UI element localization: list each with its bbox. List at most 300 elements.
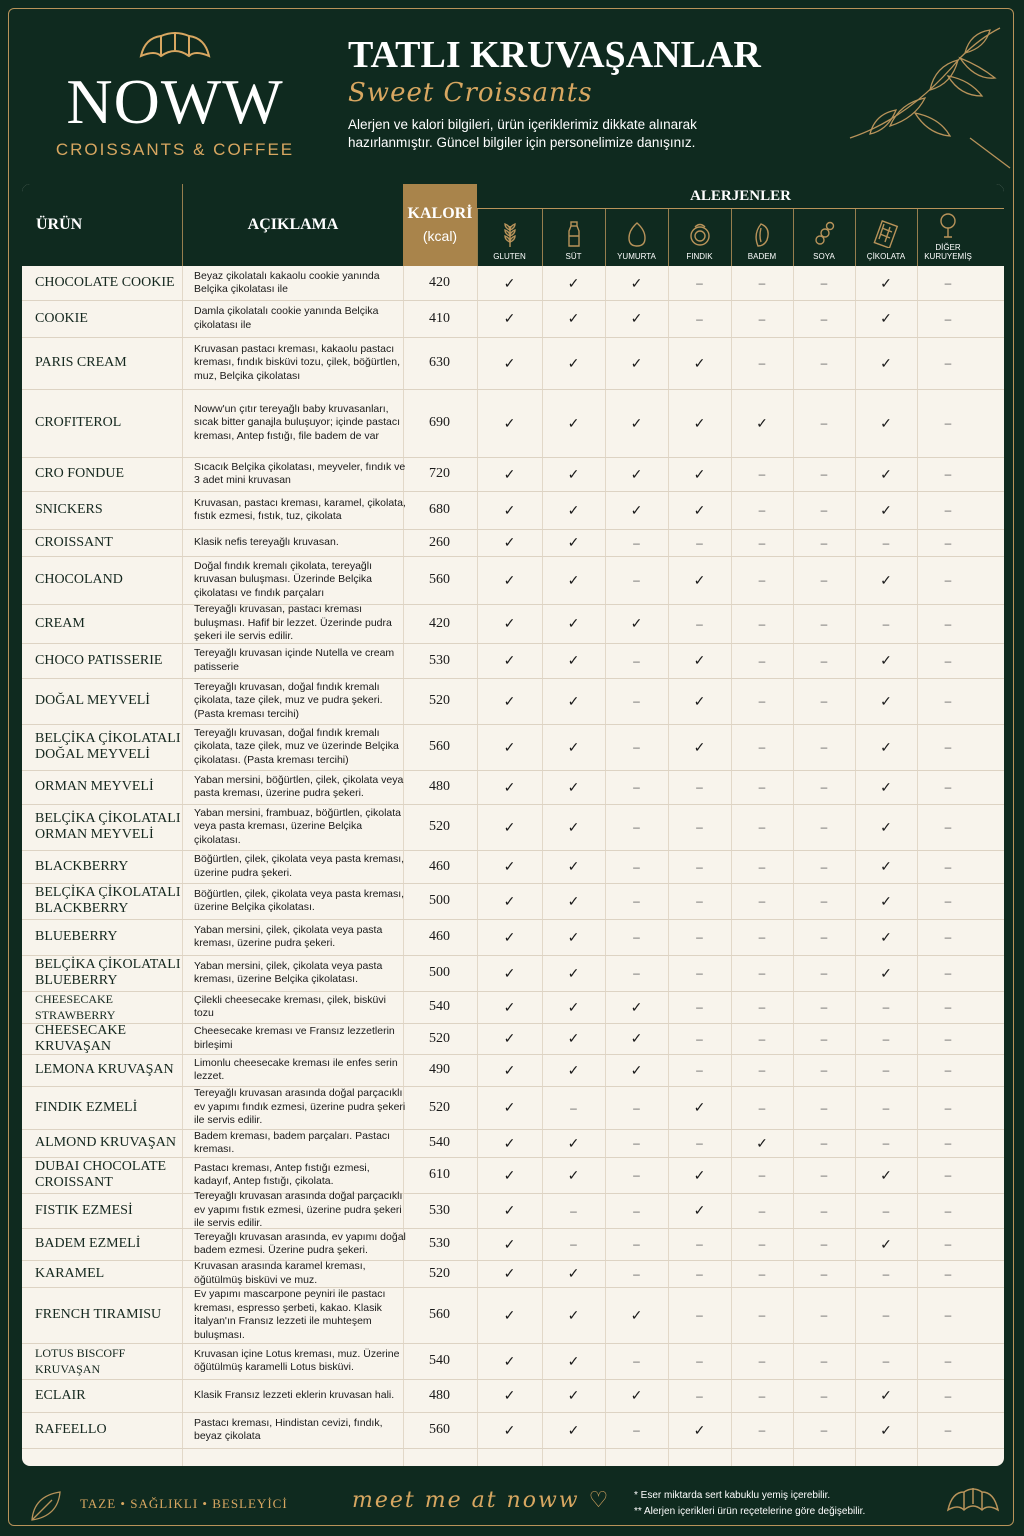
table-row <box>22 1023 1004 1055</box>
allergen-check-icon: ✓ <box>693 414 706 431</box>
table-row <box>22 556 1004 605</box>
allergen-none: – <box>633 894 640 908</box>
allergen-check-icon: ✓ <box>567 534 580 550</box>
allergen-none: – <box>820 694 828 708</box>
allergen-none: – <box>944 1423 952 1437</box>
allergen-none: – <box>633 966 640 980</box>
allergen-check-icon: ✓ <box>567 1265 580 1281</box>
allergen-none: – <box>758 276 766 290</box>
allergen-check-icon: ✓ <box>567 414 580 431</box>
product-kcal: 410 <box>429 310 450 326</box>
allergen-check-icon: ✓ <box>880 501 892 518</box>
table-row <box>22 1190 1004 1230</box>
allergen-check-icon: ✓ <box>567 1306 580 1323</box>
allergen-none: – <box>820 535 828 550</box>
allergen-check-icon: ✓ <box>567 571 580 588</box>
product-kcal: 490 <box>429 1062 450 1077</box>
product-kcal: 720 <box>429 466 450 481</box>
allergen-none: – <box>758 467 766 481</box>
allergen-check-icon: ✓ <box>693 1099 706 1115</box>
allergen-none: – <box>882 1308 890 1322</box>
allergen-none: – <box>944 1063 952 1077</box>
allergen-check-icon: ✓ <box>630 1030 643 1046</box>
allergen-none: – <box>633 1423 640 1437</box>
allergen-check-icon: ✓ <box>503 1265 516 1281</box>
allergen-none: – <box>944 1354 952 1368</box>
product-kcal: 530 <box>429 1202 450 1218</box>
allergen-none: – <box>696 616 703 631</box>
product-name: BELÇİKA ÇİKOLATALI ORMAN MEYVELİ <box>35 811 181 842</box>
product-kcal: 690 <box>429 415 450 430</box>
allergen-none: – <box>758 859 766 874</box>
allergen-none: – <box>944 1168 952 1182</box>
product-description: Kruvasan arasında karamel kreması, öğütülmüş bisküvi ve muz. <box>194 1260 366 1286</box>
allergen-none: – <box>820 1000 828 1014</box>
table-row <box>22 770 1004 805</box>
kalori-unit: (kcal) <box>422 228 458 244</box>
allergen-none: – <box>570 1203 577 1218</box>
allergen-check-icon: ✓ <box>880 465 892 482</box>
allergen-none: – <box>633 820 640 834</box>
allergen-check-icon: ✓ <box>880 1387 892 1403</box>
allergen-check-icon: ✓ <box>693 571 706 588</box>
allergen-none: – <box>944 467 952 481</box>
allergen-none: – <box>820 311 828 326</box>
allergen-none: – <box>696 820 703 834</box>
allergen-none: – <box>882 1354 890 1368</box>
allergen-check-icon: ✓ <box>567 858 580 874</box>
product-description: Böğürtlen, çilek, çikolata veya pasta kreması, üzerine Belçika çikolatası. <box>194 887 405 913</box>
footer <box>0 1468 1024 1536</box>
allergen-none: – <box>820 1168 828 1182</box>
allergen-none: – <box>696 780 703 794</box>
table-row <box>22 678 1004 725</box>
allergen-none: – <box>758 1100 766 1115</box>
product-name: COOKIE <box>35 310 88 326</box>
allergen-check-icon: ✓ <box>567 928 580 945</box>
allergen-check-icon: ✓ <box>567 1030 580 1046</box>
chocolate-bar-icon <box>873 220 899 248</box>
product-description: Kruvasan pastacı kreması, kakaolu pastacı kreması, fındık bisküvi tozu, çilek, böğürtlen, muz, Belçika çikolatası <box>194 342 401 382</box>
allergen-none: – <box>820 616 828 631</box>
allergen-check-icon: ✓ <box>503 818 516 835</box>
allergen-check-icon: ✓ <box>630 274 643 291</box>
product-description: Badem kreması, badem parçaları. Pastacı kreması. <box>194 1129 391 1155</box>
allergen-none: – <box>633 1136 640 1150</box>
allergen-check-icon: ✓ <box>693 1421 706 1438</box>
allergen-check-icon: ✓ <box>567 692 580 709</box>
product-kcal: 540 <box>429 1135 450 1150</box>
allergen-none: – <box>944 930 952 944</box>
allergen-none: – <box>758 1000 766 1014</box>
allergen-none: – <box>944 356 952 370</box>
allergen-check-icon: ✓ <box>693 738 706 755</box>
allergen-check-icon: ✓ <box>630 414 643 431</box>
allergen-none: – <box>758 1203 766 1218</box>
product-name: BELÇİKA ÇİKOLATALI BLACKBERRY <box>35 885 181 916</box>
table-row <box>22 955 1004 992</box>
allergen-none: – <box>758 653 766 668</box>
product-description: Kruvasan içine Lotus kreması, muz. Üzerine öğütülmüş karamelli Lotus bisküvi. <box>194 1347 400 1373</box>
product-description: Beyaz çikolatalı kakaolu cookie yanında Belçika çikolatası ile <box>194 269 380 295</box>
allergen-none: – <box>633 1266 640 1281</box>
product-name: CRO FONDUE <box>35 466 125 481</box>
allergen-check-icon: ✓ <box>503 1352 516 1369</box>
allergen-none: – <box>633 930 640 944</box>
allergen-check-icon: ✓ <box>503 964 516 981</box>
allergen-check-icon: ✓ <box>880 414 892 431</box>
allergen-none: – <box>696 276 703 290</box>
product-description: Tereyağlı kruvasan arasında, ev yapımı doğal badem ezmesi. Üzerine pudra şekeri. <box>194 1230 406 1256</box>
allergen-check-icon: ✓ <box>503 1306 516 1323</box>
product-description: Limonlu cheesecake kreması ile enfes serin lezzet. <box>194 1056 398 1082</box>
allergen-none: – <box>696 311 703 326</box>
soy-icon <box>811 220 837 248</box>
allergen-check-icon: ✓ <box>880 1235 892 1252</box>
allergen-check-icon: ✓ <box>503 1202 516 1218</box>
product-name: CHEESECAKE KRUVAŞAN <box>35 1022 126 1054</box>
footer-tagline: meet me at noww ♡ <box>352 1488 611 1513</box>
product-kcal: 520 <box>429 819 450 834</box>
allergen-none: – <box>944 1100 952 1115</box>
product-kcal: 560 <box>429 572 450 587</box>
product-name: FRENCH TIRAMISU <box>35 1307 162 1322</box>
allergen-check-icon: ✓ <box>503 465 516 482</box>
menu-table <box>22 184 1004 1466</box>
allergen-none: – <box>758 694 766 708</box>
allergen-none: – <box>882 1266 890 1281</box>
product-description: Ev yapımı mascarpone peyniri ile pastacı kreması, espresso şerbeti, kakao. Klasik İtalyan'ın Fransız lezzeti ile muhteşem buluşması. <box>194 1288 386 1341</box>
product-description: Tereyağlı kruvasan içinde Nutella ve cream patisserie <box>194 647 395 673</box>
product-kcal: 520 <box>429 1265 450 1281</box>
allergen-label: DİĞER KURUYEMİŞ <box>924 243 972 261</box>
allergen-none: – <box>944 1266 952 1281</box>
allergen-none: – <box>696 1031 703 1046</box>
allergen-none: – <box>696 930 703 944</box>
allergen-check-icon: ✓ <box>630 310 643 326</box>
allergen-check-icon: ✓ <box>630 1387 643 1403</box>
allergen-check-icon: ✓ <box>880 964 892 981</box>
product-kcal: 460 <box>429 858 450 874</box>
allergen-none: – <box>820 416 828 430</box>
allergen-none: – <box>882 1063 890 1077</box>
table-row <box>22 1086 1004 1130</box>
allergen-check-icon: ✓ <box>567 652 580 668</box>
allergen-col-8 <box>917 208 979 266</box>
product-description: Tereyağlı kruvasan, doğal fındık kremalı çikolata, taze çilek, muz ve pudra şekeri. (Pasta kreması tercihi) <box>194 680 383 720</box>
allergen-none: – <box>820 740 828 754</box>
product-kcal: 680 <box>429 502 450 517</box>
allergen-none: – <box>820 1136 828 1150</box>
product-kcal: 560 <box>429 1307 450 1322</box>
table-row <box>22 1379 1004 1413</box>
allergen-check-icon: ✓ <box>503 571 516 588</box>
allergen-check-icon: ✓ <box>880 652 892 668</box>
allergen-check-icon: ✓ <box>567 998 580 1015</box>
product-kcal: 520 <box>429 693 450 708</box>
table-row <box>22 1343 1004 1380</box>
allergen-none: – <box>882 1136 890 1150</box>
croissant-icon <box>944 1480 1002 1520</box>
allergen-col-4 <box>668 208 731 266</box>
product-kcal: 560 <box>429 1422 450 1437</box>
product-kcal: 420 <box>429 275 450 290</box>
allergen-label: GLUTEN <box>493 252 526 261</box>
product-description: Noww'un çıtır tereyağlı baby kruvasanları, sıcak bitter ganajla buluşuyor; içinde pastacı kreması, Antep fıstığı, file badem de var <box>194 402 401 442</box>
allergen-none: – <box>944 276 952 290</box>
allergen-check-icon: ✓ <box>693 465 706 482</box>
product-description: Pastacı kreması, Hindistan cevizi, fındık, beyaz çikolata <box>194 1416 383 1442</box>
allergen-check-icon: ✓ <box>630 465 643 482</box>
croissant-icon <box>135 26 215 68</box>
product-description: Yaban mersini, böğürtlen, çilek, çikolata veya pasta kreması, üzerine pudra şekeri. <box>194 773 404 799</box>
allergen-none: – <box>696 1063 703 1077</box>
allergen-check-icon: ✓ <box>503 274 516 291</box>
allergen-none: – <box>633 780 640 794</box>
allergen-none: – <box>944 694 952 708</box>
allergen-none: – <box>758 1168 766 1182</box>
table-row <box>22 724 1004 771</box>
allergen-check-icon: ✓ <box>503 1166 516 1183</box>
allergen-check-icon: ✓ <box>630 501 643 518</box>
allergen-none: – <box>758 616 766 631</box>
product-kcal: 480 <box>429 779 450 794</box>
allergen-check-icon: ✓ <box>503 892 516 909</box>
product-kcal: 480 <box>429 1387 450 1403</box>
product-description: Damla çikolatalı cookie yanında Belçika çikolatası ile <box>194 305 379 331</box>
allergen-check-icon: ✓ <box>503 738 516 755</box>
table-row <box>22 1228 1004 1261</box>
col-header-product: ÜRÜN <box>36 216 83 233</box>
product-kcal: 560 <box>429 739 450 754</box>
product-name: LEMONA KRUVAŞAN <box>35 1062 174 1077</box>
table-row <box>22 604 1004 644</box>
allergen-none: – <box>633 740 640 754</box>
allergen-check-icon: ✓ <box>880 858 892 874</box>
almond-icon <box>749 220 775 248</box>
allergen-check-icon: ✓ <box>503 615 516 631</box>
footer-note-2: ** Alerjen içerikleri ürün reçetelerine göre değişebilir. <box>634 1506 866 1517</box>
allergen-none: – <box>820 1266 828 1281</box>
allergen-col-3 <box>605 208 668 266</box>
allergen-check-icon: ✓ <box>567 1134 580 1151</box>
product-description: Klasik Fransız lezzeti eklerin kruvasan hali. <box>194 1388 395 1401</box>
allergen-none: – <box>944 1000 952 1014</box>
allergen-check-icon: ✓ <box>693 652 706 668</box>
allergen-check-icon: ✓ <box>880 692 892 709</box>
milk-bottle-icon <box>561 220 587 248</box>
allergen-check-icon: ✓ <box>567 310 580 326</box>
allergen-check-icon: ✓ <box>503 1235 516 1252</box>
product-description: Yaban mersini, çilek, çikolata veya pasta kreması, üzerine Belçika çikolatası. <box>194 959 383 985</box>
allergen-none: – <box>820 1100 828 1115</box>
allergen-check-icon: ✓ <box>880 928 892 945</box>
allergen-none: – <box>758 1423 766 1437</box>
table-row <box>22 300 1004 338</box>
allergen-check-icon: ✓ <box>503 1061 516 1078</box>
leaf-branch-icon <box>830 18 1020 178</box>
allergen-none: – <box>944 1237 952 1251</box>
allergen-none: – <box>633 1168 640 1182</box>
footer-slogan: TAZE • SAĞLIKLI • BESLEYİCİ <box>80 1496 288 1511</box>
allergen-check-icon: ✓ <box>503 778 516 795</box>
allergen-col-5 <box>731 208 793 266</box>
product-description: Klasik nefis tereyağlı kruvasan. <box>194 535 339 548</box>
allergen-none: – <box>633 1237 640 1251</box>
product-description: Tereyağlı kruvasan, pastacı kreması buluşması. Hafif bir lezzet. Üzerinde pudra şekeri ile servis edilir. <box>194 603 392 643</box>
allergen-check-icon: ✓ <box>693 1202 706 1218</box>
allergen-check-icon: ✓ <box>503 1099 516 1115</box>
egg-icon <box>624 220 650 248</box>
allergen-none: – <box>758 1031 766 1046</box>
product-description: Böğürtlen, çilek, çikolata veya pasta kreması, üzerine pudra şekeri. <box>194 853 405 879</box>
allergen-check-icon: ✓ <box>503 1387 516 1403</box>
product-name: ALMOND KRUVAŞAN <box>35 1135 176 1150</box>
allergen-none: – <box>944 1031 952 1046</box>
header <box>0 0 1024 180</box>
allergen-check-icon: ✓ <box>567 818 580 835</box>
allergen-col-7 <box>855 208 917 266</box>
table-row <box>22 1054 1004 1087</box>
allergen-none: – <box>882 535 890 550</box>
hazelnut-icon <box>687 220 713 248</box>
product-name: CHEESECAKE STRAWBERRY <box>35 992 116 1022</box>
allergen-none: – <box>944 1388 952 1403</box>
allergen-check-icon: ✓ <box>503 858 516 874</box>
product-kcal: 530 <box>429 1236 450 1251</box>
allergen-none: – <box>758 311 766 326</box>
allergen-check-icon: ✓ <box>693 501 706 518</box>
allergen-none: – <box>820 1237 828 1251</box>
allergen-none: – <box>570 1100 577 1115</box>
product-kcal: 530 <box>429 652 450 668</box>
intro-text: Alerjen ve kalori bilgileri, ürün içeriklerimiz dikkate alınarak hazırlanmıştır. Güncel bilgiler için personelimize danışınız. <box>348 117 697 150</box>
allergen-none: – <box>944 535 952 550</box>
allergen-check-icon: ✓ <box>880 738 892 755</box>
product-name: LOTUS BISCOFF KRUVAŞAN <box>35 1346 126 1376</box>
allergen-label: BADEM <box>747 252 777 261</box>
allergen-none: – <box>882 1031 890 1046</box>
product-name: PARIS CREAM <box>35 355 127 370</box>
allergen-none: – <box>820 1308 828 1322</box>
product-description: Yaban mersini, çilek, çikolata veya pasta kreması, üzerine pudra şekeri. <box>194 923 383 949</box>
allergen-check-icon: ✓ <box>567 1387 580 1403</box>
allergen-check-icon: ✓ <box>880 354 892 371</box>
allergen-check-icon: ✓ <box>503 414 516 431</box>
product-name: BADEM EZMELİ <box>35 1236 141 1251</box>
product-description: Tereyağlı kruvasan, doğal fındık kremalı çikolata, taze çilek, muz ve üzerinde Belçika çikolatası. (Pasta kreması tercihi) <box>194 726 399 766</box>
logo <box>30 26 320 160</box>
allergen-check-icon: ✓ <box>693 1166 706 1183</box>
allergen-none: – <box>820 1423 828 1437</box>
col-header-description: AÇIKLAMA <box>247 216 339 233</box>
footer-note-1: * Eser miktarda sert kabuklu yemiş içerebilir. <box>634 1490 831 1501</box>
allergen-none: – <box>758 966 766 980</box>
product-description: Doğal fındık kremalı çikolata, tereyağlı kruvasan buluşması. Üzerinde Belçika çikolatası ve fındık parçaları <box>194 559 372 599</box>
allergen-check-icon: ✓ <box>880 571 892 588</box>
allergen-none: – <box>633 1203 640 1218</box>
allergen-check-icon: ✓ <box>630 354 643 371</box>
table-row <box>22 337 1004 390</box>
table-row <box>22 883 1004 920</box>
kalori-label: KALORİ <box>407 205 473 222</box>
allergen-check-icon: ✓ <box>567 615 580 631</box>
allergen-none: – <box>820 1063 828 1077</box>
allergen-none: – <box>758 780 766 794</box>
allergen-none: – <box>633 535 640 550</box>
allergen-none: – <box>820 653 828 668</box>
allergen-none: – <box>820 276 828 290</box>
product-name: CHOCO PATISSERIE <box>35 652 163 668</box>
leaf-icon <box>26 1486 66 1526</box>
product-name: BELÇİKA ÇİKOLATALI BLUEBERRY <box>35 957 181 988</box>
product-description: Pastacı kreması, Antep fıstığı ezmesi, kadayıf, Antep fıstığı, çikolata. <box>194 1161 370 1187</box>
allergen-none: – <box>570 1237 577 1251</box>
title-block <box>348 34 768 152</box>
tree-nut-icon <box>935 211 961 239</box>
product-name: FINDIK EZMELİ <box>35 1099 138 1115</box>
product-kcal: 520 <box>429 1030 450 1046</box>
allergen-none: – <box>633 859 640 874</box>
allergen-none: – <box>944 740 952 754</box>
allergen-none: – <box>696 1000 703 1014</box>
allergen-label: ÇİKOLATA <box>866 252 906 261</box>
table-row <box>22 850 1004 884</box>
product-name: CREAM <box>35 615 85 631</box>
allergen-none: – <box>696 1308 703 1322</box>
table-row <box>22 1157 1004 1194</box>
table-row <box>22 1260 1004 1288</box>
product-name: BLUEBERRY <box>35 929 118 944</box>
wheat-icon <box>497 220 523 248</box>
allergen-none: – <box>820 467 828 481</box>
product-description: Sıcacık Belçika çikolatası, meyveler, fındık ve 3 adet mini kruvasan <box>194 460 406 486</box>
allergen-none: – <box>820 859 828 874</box>
allergen-none: – <box>820 820 828 834</box>
product-name: FISTIK EZMESİ <box>35 1202 133 1218</box>
allergen-none: – <box>820 780 828 794</box>
page-subtitle: Sweet Croissants <box>348 78 593 108</box>
product-name: BELÇİKA ÇİKOLATALI DOĞAL MEYVELİ <box>35 731 181 762</box>
allergen-none: – <box>944 573 952 587</box>
allergen-none: – <box>696 535 703 550</box>
allergen-none: – <box>944 966 952 980</box>
allergen-check-icon: ✓ <box>503 1030 516 1046</box>
product-name: SNICKERS <box>35 502 103 517</box>
allergen-none: – <box>820 1388 828 1403</box>
table-row <box>22 643 1004 679</box>
allergen-none: – <box>944 616 952 631</box>
allergen-none: – <box>758 356 766 370</box>
allergen-none: – <box>696 1136 703 1150</box>
product-name: ECLAIR <box>35 1387 86 1403</box>
allergen-none: – <box>820 356 828 370</box>
allergen-none: – <box>820 1203 828 1218</box>
allergen-none: – <box>758 930 766 944</box>
allergen-check-icon: ✓ <box>567 354 580 371</box>
allergen-none: – <box>696 1237 703 1251</box>
product-name: CROFITEROL <box>35 415 122 430</box>
allergen-none: – <box>696 894 703 908</box>
product-kcal: 460 <box>429 929 450 944</box>
product-name: KARAMEL <box>35 1265 105 1281</box>
product-name: DOĞAL MEYVELİ <box>35 693 150 708</box>
table-row <box>22 266 1004 301</box>
allergen-check-icon: ✓ <box>756 414 768 431</box>
allergen-none: – <box>758 894 766 908</box>
allergen-none: – <box>633 653 640 668</box>
table-row <box>22 457 1004 492</box>
